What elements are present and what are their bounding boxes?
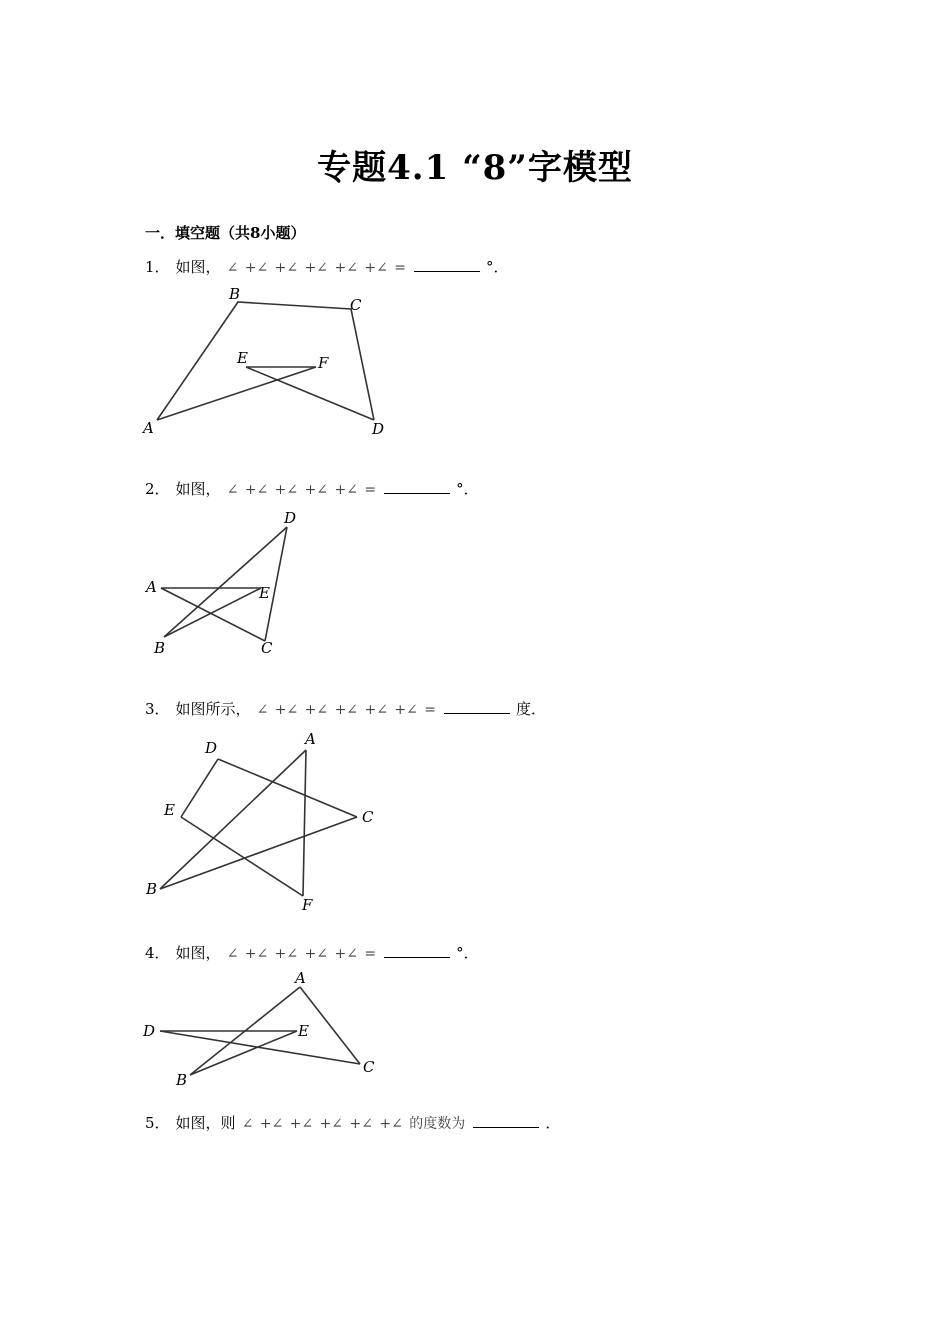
fig4-label-a: A	[295, 969, 306, 987]
question-intro: 如图所示，	[175, 700, 251, 718]
fig4-label-d: D	[143, 1022, 156, 1040]
unit-suffix: °．	[456, 944, 479, 962]
question-intro: 如图，则	[175, 1114, 236, 1132]
angle-expression: ∠ +∠ +∠ +∠ +∠ +∠ =	[256, 702, 437, 718]
question-number: 5．	[145, 1114, 170, 1132]
unit-suffix: °．	[486, 258, 509, 276]
fig1-label-c: C	[350, 296, 362, 314]
fig1-label-a: A	[143, 419, 154, 437]
question-intro: 如图，	[175, 258, 221, 276]
page-title: 专题4.1 “8”字模型	[317, 148, 633, 188]
question-number: 4．	[145, 944, 170, 962]
fig3-label-f: F	[302, 896, 313, 914]
fig2-label-c: C	[261, 639, 273, 657]
fig1-label-b: B	[229, 285, 241, 303]
question-intro: 如图，	[175, 944, 221, 962]
unit-suffix: 度．	[516, 700, 547, 718]
angle-expression: ∠ +∠ +∠ +∠ +∠ =	[226, 946, 377, 962]
fig2-label-d: D	[284, 509, 297, 527]
fig4-label-b: B	[176, 1071, 188, 1089]
fig4-label-c: C	[363, 1058, 375, 1076]
question-5	[145, 1112, 560, 1133]
unit-suffix: °．	[456, 480, 479, 498]
fig4-segment-ca	[300, 987, 360, 1064]
section-heading: 一．填空题（共8小题）	[145, 224, 306, 242]
unit-suffix: ．	[545, 1114, 561, 1132]
fig3-label-e: E	[164, 801, 175, 819]
fig3-label-c: C	[362, 808, 374, 826]
angle-expression: ∠ +∠ +∠ +∠ +∠ +∠ 的度数为	[241, 1116, 466, 1132]
angle-expression: ∠ +∠ +∠ +∠ +∠ +∠ =	[226, 260, 407, 276]
fig4-label-e: E	[298, 1022, 309, 1040]
fig4-segment-dc	[160, 1031, 360, 1064]
question-number: 2．	[145, 480, 170, 498]
question-number: 3．	[145, 700, 170, 718]
fig1-label-e: E	[237, 349, 248, 367]
question-number: 1．	[145, 258, 170, 276]
fig4-segment-be	[190, 1031, 297, 1075]
fig3-label-a: A	[305, 730, 316, 748]
angle-expression: ∠ +∠ +∠ +∠ +∠ =	[226, 482, 377, 498]
fig2-label-a: A	[146, 578, 157, 596]
answer-blank[interactable]	[473, 1113, 539, 1128]
fig3-label-d: D	[205, 739, 218, 757]
fig2-label-e: E	[259, 584, 270, 602]
question-intro: 如图，	[175, 480, 221, 498]
fig3-label-b: B	[146, 880, 158, 898]
fig2-label-b: B	[154, 639, 166, 657]
fig1-label-d: D	[372, 420, 385, 438]
fig1-label-f: F	[318, 354, 329, 372]
